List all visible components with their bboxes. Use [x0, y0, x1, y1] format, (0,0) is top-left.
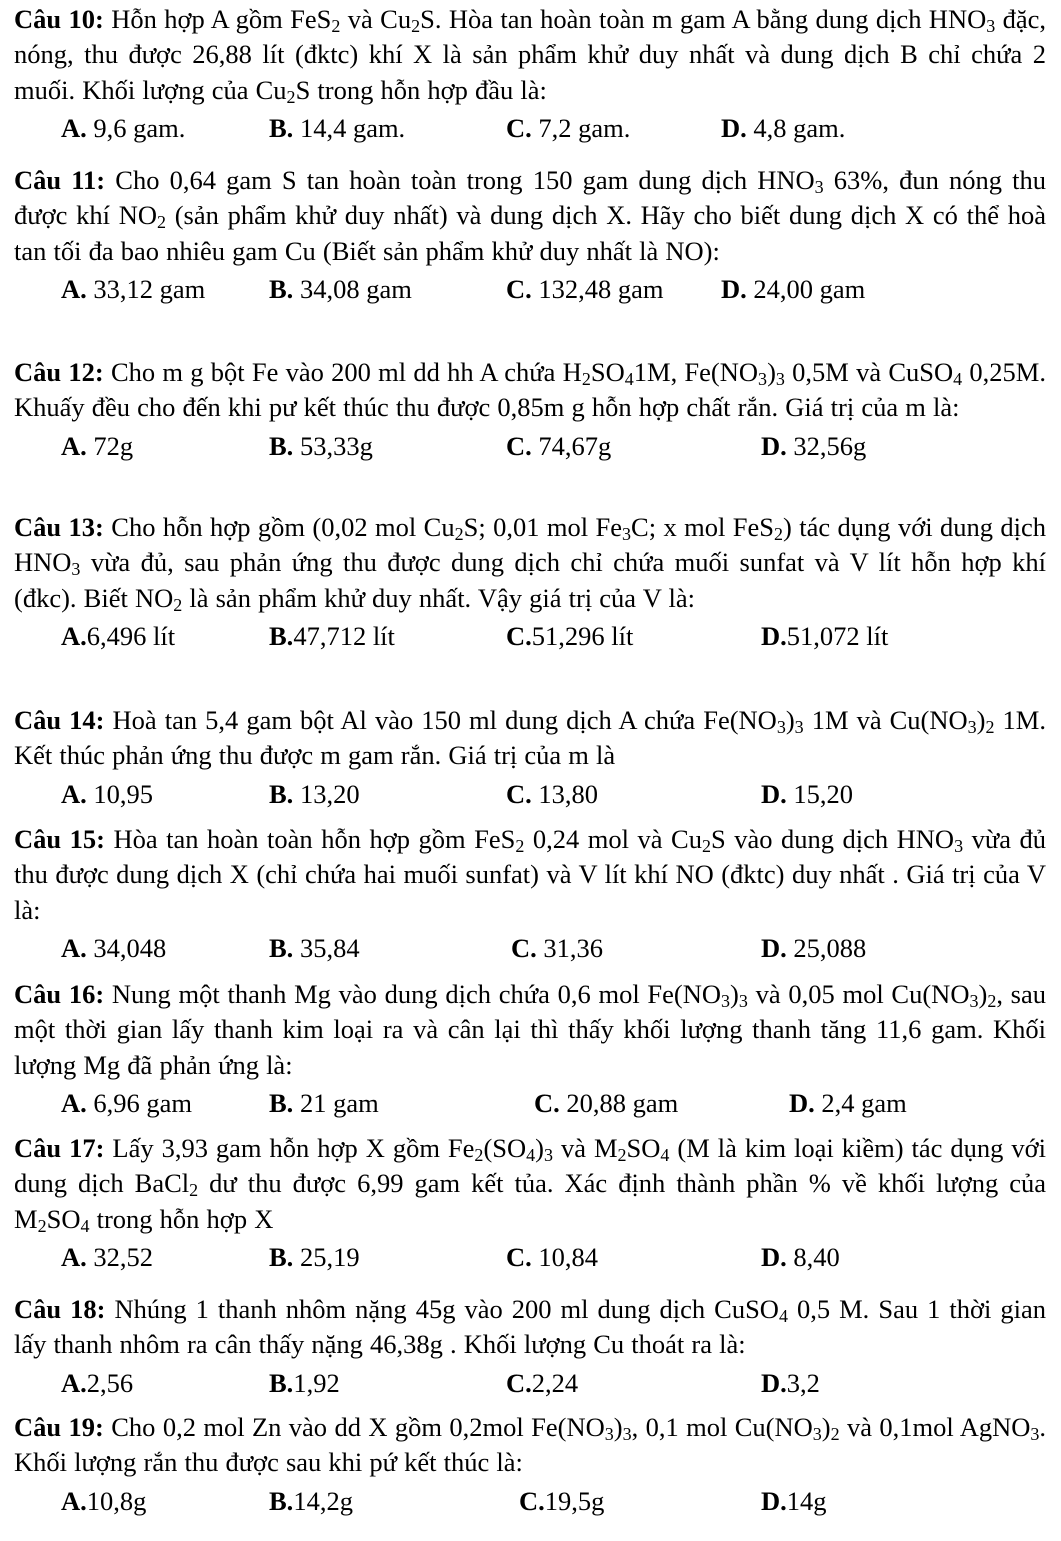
- choice-c[interactable]: C.2,24: [506, 1367, 579, 1398]
- question-11: [14, 163, 1046, 307]
- choice-b[interactable]: B. 21 gam: [269, 1087, 379, 1118]
- answer-choices: [14, 930, 1046, 966]
- choice-b[interactable]: B. 14,4 gam.: [269, 112, 406, 143]
- choice-c[interactable]: C.51,296 lít: [506, 620, 634, 651]
- question-19: [14, 1410, 1046, 1519]
- answer-choices: [14, 271, 1046, 307]
- choice-a[interactable]: A. 33,12 gam: [61, 273, 206, 304]
- answer-choices: [14, 1085, 1046, 1121]
- question-label: Câu 18:: [14, 1294, 106, 1324]
- question-stem: Câu 18: Nhúng 1 thanh nhôm nặng 45g vào 200 ml dung dịch CuSO$_4$ 0,5 M. Sau 1 thời gian lấy thanh nhôm ra cân thấy nặng 46,38g . Khối lượng Cu thoát ra là:: [14, 1294, 1046, 1360]
- question-label: Câu 12:: [14, 357, 104, 387]
- answer-choices: [14, 1365, 1046, 1401]
- question-stem: Câu 10: Hỗn hợp A gồm FeS$_2$ và $Cu_2S$. Hòa tan hoàn toàn m gam A bằng dung dịch $HNO_3$ đặc, nóng, thu được 26,88 lít (đktc) khí X là sản phẩm khử duy nhất và dung dịch B chỉ chứa 2 muối. Khối lượng của $Cu_2S$ trong hỗn hợp đầu là:: [14, 4, 1047, 107]
- choice-d[interactable]: D. 8,40: [761, 1241, 840, 1272]
- question-15: [14, 822, 1046, 966]
- answer-choices: [14, 1483, 1046, 1519]
- question-18: [14, 1292, 1046, 1401]
- question-label: Câu 10:: [14, 4, 104, 34]
- choice-b[interactable]: B. 13,20: [269, 778, 360, 809]
- choice-d[interactable]: D. 32,56g: [761, 430, 867, 461]
- answer-choices: [14, 618, 1046, 654]
- question-13: [14, 510, 1046, 654]
- question-label: Câu 17:: [14, 1133, 105, 1163]
- choice-c[interactable]: C. 13,80: [506, 778, 599, 809]
- answer-choices: [14, 1239, 1046, 1275]
- choice-d[interactable]: D.51,072 lít: [761, 620, 889, 651]
- answer-choices: [14, 428, 1046, 464]
- choice-b[interactable]: B. 53,33g: [269, 430, 373, 461]
- question-label: Câu 16:: [14, 979, 105, 1009]
- choice-d[interactable]: D. 25,088: [761, 932, 867, 963]
- choice-b[interactable]: B. 35,84: [269, 932, 360, 963]
- choice-a[interactable]: A. 10,95: [61, 778, 154, 809]
- choice-a[interactable]: A.10,8g: [61, 1485, 147, 1516]
- question-12: [14, 355, 1046, 464]
- question-label: Câu 15:: [14, 824, 105, 854]
- choice-b[interactable]: B.14,2g: [269, 1485, 353, 1516]
- question-10: [14, 2, 1046, 146]
- choice-c[interactable]: C. 10,84: [506, 1241, 599, 1272]
- choice-c[interactable]: C.19,5g: [519, 1485, 605, 1516]
- choice-c[interactable]: C. 20,88 gam: [534, 1087, 679, 1118]
- choice-c[interactable]: C. 7,2 gam.: [506, 112, 631, 143]
- choice-b[interactable]: B. 25,19: [269, 1241, 360, 1272]
- question-stem: Câu 17: Lấy 3,93 gam hỗn hợp X gồm $Fe_2(SO_4)_3$ và $M_2SO_4$ (M là kim loại kiềm) tác dụng với dung dịch BaCl$_2$ dư thu được 6,99 gam kết tủa. Xác định thành phần % về khối lượng của $M_2SO_4$ trong hỗn hợp X: [14, 1133, 1047, 1236]
- choice-a[interactable]: A. 9,6 gam.: [61, 112, 186, 143]
- question-label: Câu 13:: [14, 512, 104, 542]
- question-stem: Câu 14: Hoà tan 5,4 gam bột Al vào 150 ml dung dịch A chứa $Fe(NO_3)_3$ 1M và $Cu(NO_3)_2$ 1M. Kết thúc phản ứng thu được m gam rắn. Giá trị của m là: [14, 705, 1046, 771]
- choice-d[interactable]: D. 15,20: [761, 778, 854, 809]
- choice-c[interactable]: C. 74,67g: [506, 430, 612, 461]
- question-14: [14, 703, 1046, 812]
- choice-a[interactable]: A. 34,048: [61, 932, 167, 963]
- question-17: [14, 1131, 1046, 1275]
- choice-d[interactable]: D.3,2: [761, 1367, 820, 1398]
- question-stem: Câu 11: Cho 0,64 gam S tan hoàn toàn trong 150 gam dung dịch $HNO_3$ 63%, đun nóng thu được khí $NO_2$ (sản phẩm khử duy nhất) và dung dịch X. Hãy cho biết dung dịch X có thể hoà tan tối đa bao nhiêu gam Cu (Biết sản phẩm khử duy nhất là NO):: [14, 165, 1046, 266]
- choice-b[interactable]: B.47,712 lít: [269, 620, 395, 651]
- choice-d[interactable]: D.14g: [761, 1485, 827, 1516]
- choice-b[interactable]: B. 34,08 gam: [269, 273, 412, 304]
- choice-d[interactable]: D. 2,4 gam: [789, 1087, 907, 1118]
- choice-d[interactable]: D. 4,8 gam.: [721, 112, 846, 143]
- question-label: Câu 19:: [14, 1412, 104, 1442]
- question-label: Câu 11:: [14, 165, 106, 195]
- choice-a[interactable]: A. 6,96 gam: [61, 1087, 193, 1118]
- question-stem: Câu 12: Cho m g bột Fe vào 200 ml dd hh A chứa $H_2SO_41M$, $Fe(NO_3)_3$ 0,5M và CuSO$_4$ 0,25M. Khuấy đều cho đến khi pư kết thúc thu được 0,85m g hỗn hợp chất rắn. Giá trị của m là:: [14, 357, 1046, 423]
- answer-choices: [14, 776, 1046, 812]
- question-stem: Câu 19: Cho 0,2 mol Zn vào dd X gồm 0,2mol $Fe(NO_3)_3$, 0,1 mol $Cu(NO_3)_2$ và 0,1mol AgNO$_3$. Khối lượng rắn thu được sau khi pứ kết thúc là:: [14, 1412, 1047, 1478]
- choice-a[interactable]: A.2,56: [61, 1367, 134, 1398]
- question-stem: Câu 16: Nung một thanh Mg vào dung dịch chứa 0,6 mol $Fe(NO_3)_3$ và 0,05 mol $Cu(NO_3)_2$, sau một thời gian lấy thanh kim loại ra và cân lại thì thấy khối lượng thanh tăng 11,6 gam. Khối lượng Mg đã phản ứng là:: [14, 979, 1047, 1080]
- question-stem: Câu 13: Cho hỗn hợp gồm (0,02 mol $Cu_2S$; 0,01 mol $Fe_3C$; x mol FeS$_2$) tác dụng với dung dịch $HNO_3$ vừa đủ, sau phản ứng thu được dung dịch chỉ chứa muối sunfat và V lít hỗn hợp khí (đkc). Biết $NO_2$ là sản phẩm khử duy nhất. Vậy giá trị của V là:: [14, 512, 1047, 615]
- choice-a[interactable]: A. 32,52: [61, 1241, 154, 1272]
- question-label: Câu 14:: [14, 705, 105, 735]
- choice-a[interactable]: A.6,496 lít: [61, 620, 176, 651]
- choice-c[interactable]: C. 132,48 gam: [506, 273, 664, 304]
- choice-d[interactable]: D. 24,00 gam: [721, 273, 866, 304]
- choice-a[interactable]: A. 72g: [61, 430, 134, 461]
- question-16: [14, 977, 1046, 1121]
- question-stem: Câu 15: Hòa tan hoàn toàn hỗn hợp gồm FeS$_2$ 0,24 mol và $Cu_2S$ vào dung dịch $HNO_3$ vừa đủ thu được dung dịch X (chỉ chứa hai muối sunfat) và V lít khí NO (đktc) duy nhất . Giá trị của V là:: [14, 824, 1046, 925]
- answer-choices: [14, 110, 1046, 146]
- choice-c[interactable]: C. 31,36: [511, 932, 604, 963]
- choice-b[interactable]: B.1,92: [269, 1367, 340, 1398]
